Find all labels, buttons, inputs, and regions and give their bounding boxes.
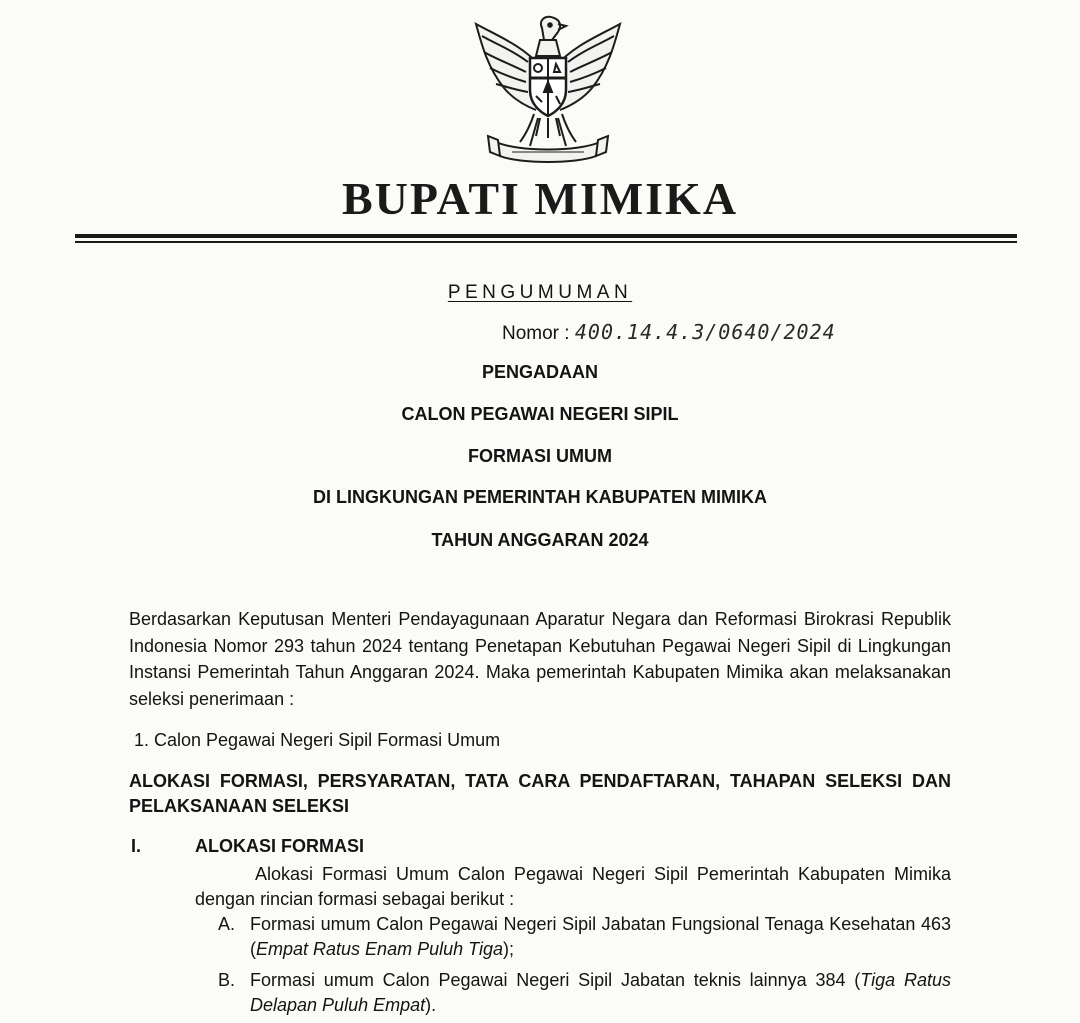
title-line-3: FORMASI UMUM	[468, 446, 612, 466]
list-item-a-end: );	[502, 939, 514, 959]
garuda-emblem	[468, 6, 628, 172]
list-item-a-italic: Empat Ratus Enam Puluh Tiga	[256, 939, 503, 959]
section-heading: ALOKASI FORMASI, PERSYARATAN, TATA CARA PENDAFTARAN, TAHAPAN SELEKSI DAN PELAKSANAAN SELEKSI	[129, 771, 951, 816]
title-line-4: DI LINGKUNGAN PEMERINTAH KABUPATEN MIMIKA	[313, 487, 767, 507]
section-1-title: ALOKASI FORMASI	[195, 836, 364, 856]
number-value: 400.14.4.3/0640/2024	[574, 320, 836, 344]
list-item-b-italic: Tiga Ratus Delapan Puluh Empat	[250, 970, 951, 1015]
letterhead-title: BUPATI MIMIKA	[341, 173, 739, 224]
list-item-b-label: B.	[218, 970, 236, 990]
letterhead-rule-thick	[75, 234, 1017, 238]
announcement-number	[502, 320, 836, 345]
list-item-b	[218, 968, 951, 1018]
title-line-2: CALON PEGAWAI NEGERI SIPIL	[401, 404, 679, 424]
list-item-b-end: ).	[425, 995, 437, 1015]
list-item-1: 1. Calon Pegawai Negeri Sipil Formasi Umum	[134, 730, 501, 750]
announcement-label: PENGUMUMAN	[447, 282, 633, 303]
title-line-5: TAHUN ANGGARAN 2024	[431, 530, 649, 550]
letterhead-rule-thin	[75, 241, 1017, 243]
list-item-b-text	[250, 968, 951, 1018]
number-label: Nomor :	[502, 323, 570, 344]
section-1-number: I.	[131, 836, 142, 856]
title-line-1: PENGADAAN	[481, 362, 598, 382]
list-item-a	[218, 912, 951, 962]
list-item-a-main: Formasi umum Calon Pegawai Negeri Sipil Jabatan Fungsional Tenaga Kesehatan 463 (	[250, 914, 951, 959]
list-item-b-main: Formasi umum Calon Pegawai Negeri Sipil Jabatan teknis lainnya 384 (	[250, 970, 861, 990]
list-item-a-label: A.	[218, 914, 236, 934]
section-1-body: Alokasi Formasi Umum Calon Pegawai Negeri Sipil Pemerintah Kabupaten Mimika dengan rincian formasi sebagai berikut :	[195, 864, 951, 909]
intro-paragraph: Berdasarkan Keputusan Menteri Pendayagunaan Aparatur Negara dan Reformasi Birokrasi Republik Indonesia Nomor 293 tahun 2024 tentang Penetapan Kebutuhan Pegawai Negeri Sipil di Lingkungan Instansi Pemerintah Tahun Anggaran 2024. Maka pemerintah Kabupaten Mimika akan melaksanakan seleksi penerimaan :	[129, 609, 951, 709]
list-item-a-text	[250, 912, 951, 962]
